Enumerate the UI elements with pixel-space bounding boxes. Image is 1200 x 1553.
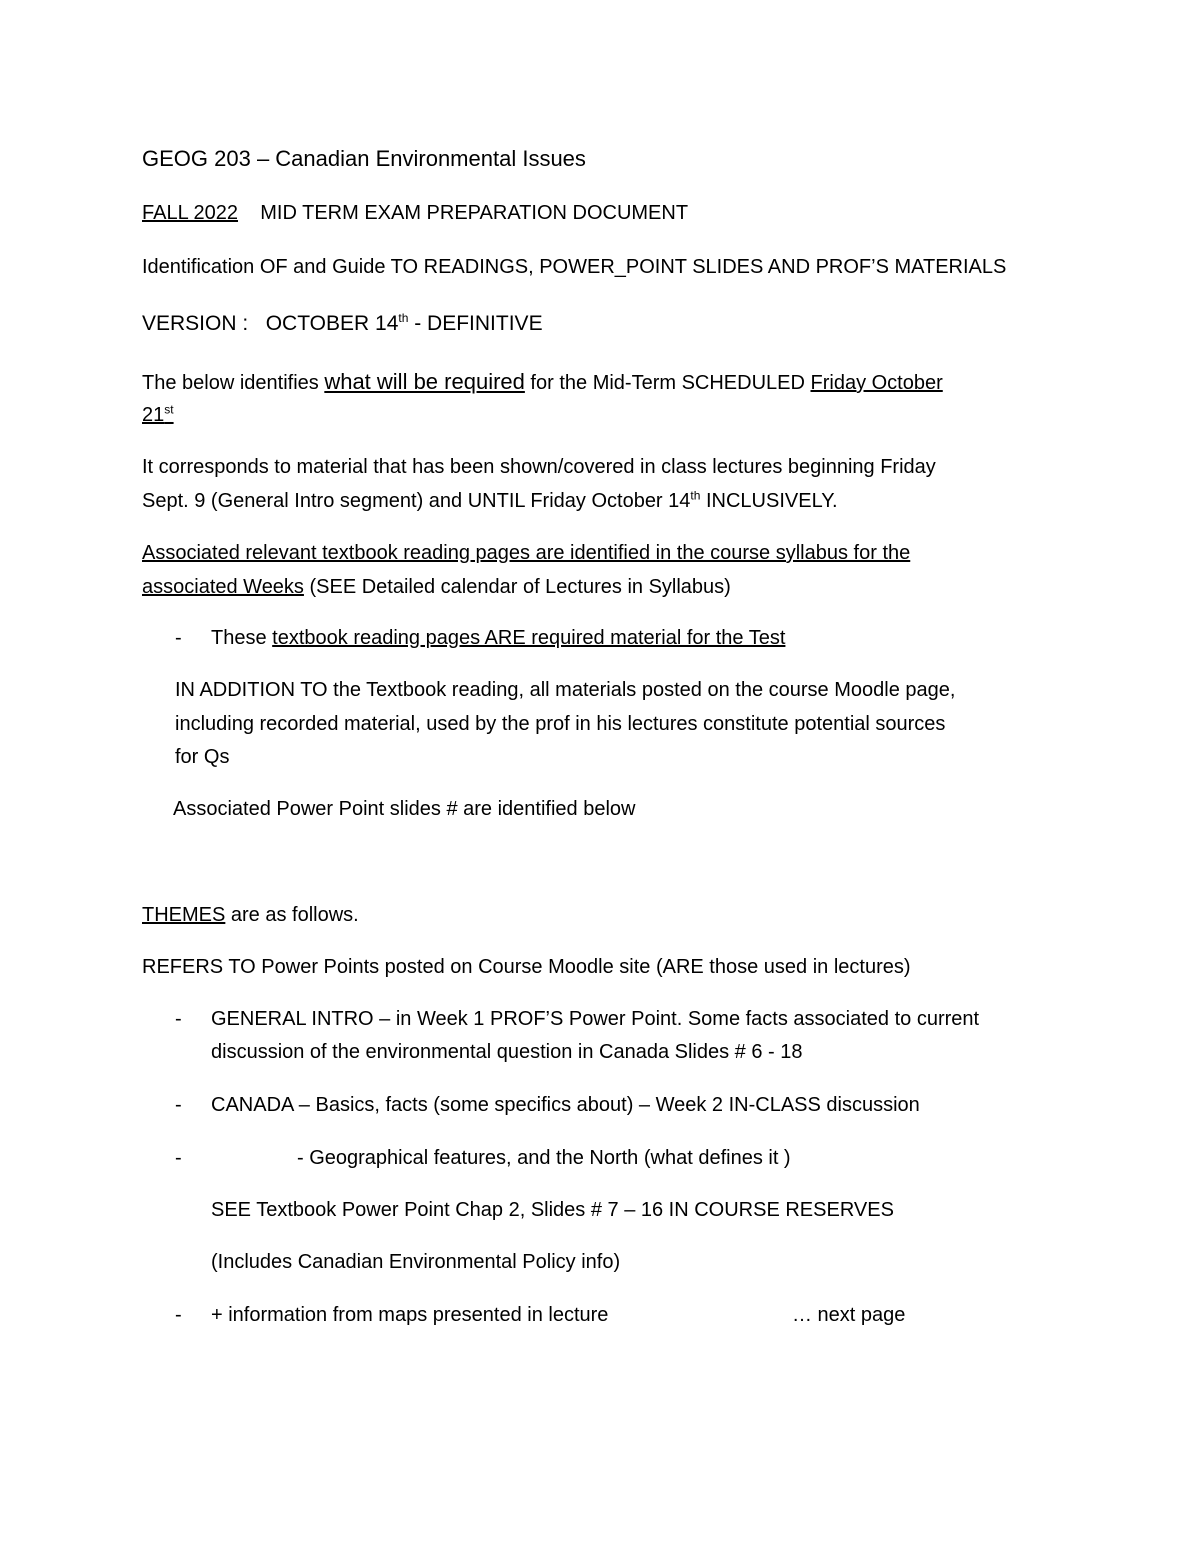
themes-line — [142, 899, 359, 932]
bullet-dash: - — [175, 1094, 182, 1116]
bullet-dash: - — [175, 1147, 182, 1169]
exam-doc-label: MID TERM EXAM PREPARATION DOCUMENT — [260, 202, 689, 224]
general-intro-line-1: GENERAL INTRO – in Week 1 PROF’S Power Point. Some facts associated to current — [211, 1008, 980, 1030]
includes-policy-line: (Includes Canadian Environmental Policy info) — [211, 1251, 621, 1273]
in-addition-line-2: including recorded material, used by the prof in his lectures constitute potential sources — [175, 713, 946, 735]
version-suffix: - DEFINITIVE — [414, 312, 543, 335]
see-textbook-line: SEE Textbook Power Point Chap 2, Slides # 7 – 16 IN COURSE RESERVES — [211, 1199, 894, 1221]
in-addition-line-1: IN ADDITION TO the Textbook reading, all materials posted on the course Moodle page, — [175, 679, 956, 701]
required-middle: for the Mid-Term SCHEDULED — [524, 372, 811, 394]
bullet-dash: - — [175, 1008, 182, 1030]
refers-line: REFERS TO Power Points posted on Course Moodle site (ARE those used in lectures) — [142, 956, 911, 978]
geo-features-line: - Geographical features, and the North (what defines it ) — [297, 1147, 791, 1169]
in-addition-line-3: for Qs — [175, 746, 230, 768]
corresponds-line-1: It corresponds to material that has been shown/covered in class lectures beginning Friday — [142, 456, 936, 478]
required-line-1 — [142, 365, 943, 400]
associated-rest: (SEE Detailed calendar of Lectures in Syllabus) — [303, 576, 731, 598]
required-line-2 — [142, 399, 174, 432]
associated-line-1: Associated relevant textbook reading pages are identified in the course syllabus for the — [142, 542, 911, 564]
identification-line: Identification OF and Guide TO READINGS, POWER_POINT SLIDES AND PROF’S MATERIALS — [142, 256, 1007, 278]
version-label: VERSION : — [142, 312, 249, 335]
version-date-sup: th — [398, 311, 409, 325]
corresponds-sup: th — [690, 488, 701, 503]
required-date-day: 21 — [142, 404, 165, 426]
required-emphasis: what will be required — [324, 369, 525, 394]
exam-doc-heading — [142, 197, 688, 230]
required-date-sup: st — [164, 402, 174, 417]
themes-rest: are as follows. — [225, 904, 359, 926]
associated-weeks: associated Weeks — [142, 576, 304, 598]
textbook-underlined: textbook reading pages ARE required material for the Test — [272, 627, 786, 649]
version-line — [142, 307, 543, 340]
bullet-dash: - — [175, 627, 182, 649]
required-prefix: The below identifies — [142, 372, 325, 394]
textbook-prefix: These — [211, 627, 273, 649]
corresponds-prefix: Sept. 9 (General Intro segment) and UNTIL Friday October 14 — [142, 490, 691, 512]
required-date: Friday October — [810, 372, 943, 394]
info-maps-line: + information from maps presented in lecture — [211, 1304, 609, 1326]
version-date: OCTOBER 14 — [265, 312, 399, 335]
ppt-slides-line: Associated Power Point slides # are identified below — [173, 798, 636, 820]
corresponds-line-2 — [142, 485, 838, 518]
corresponds-suffix: INCLUSIVELY. — [700, 490, 838, 512]
associated-line-2 — [142, 571, 731, 604]
document-title: GEOG 203 – Canadian Environmental Issues — [142, 146, 586, 171]
required-date-2 — [142, 404, 174, 426]
bullet-dash: - — [175, 1304, 182, 1326]
fall-term: FALL 2022 — [142, 202, 239, 224]
themes-label: THEMES — [142, 904, 226, 926]
textbook-bullet — [211, 622, 785, 655]
next-page-label: … next page — [792, 1304, 906, 1326]
general-intro-line-2: discussion of the environmental question in Canada Slides # 6 - 18 — [211, 1041, 803, 1063]
canada-line: CANADA – Basics, facts (some specifics about) – Week 2 IN-CLASS discussion — [211, 1094, 920, 1116]
